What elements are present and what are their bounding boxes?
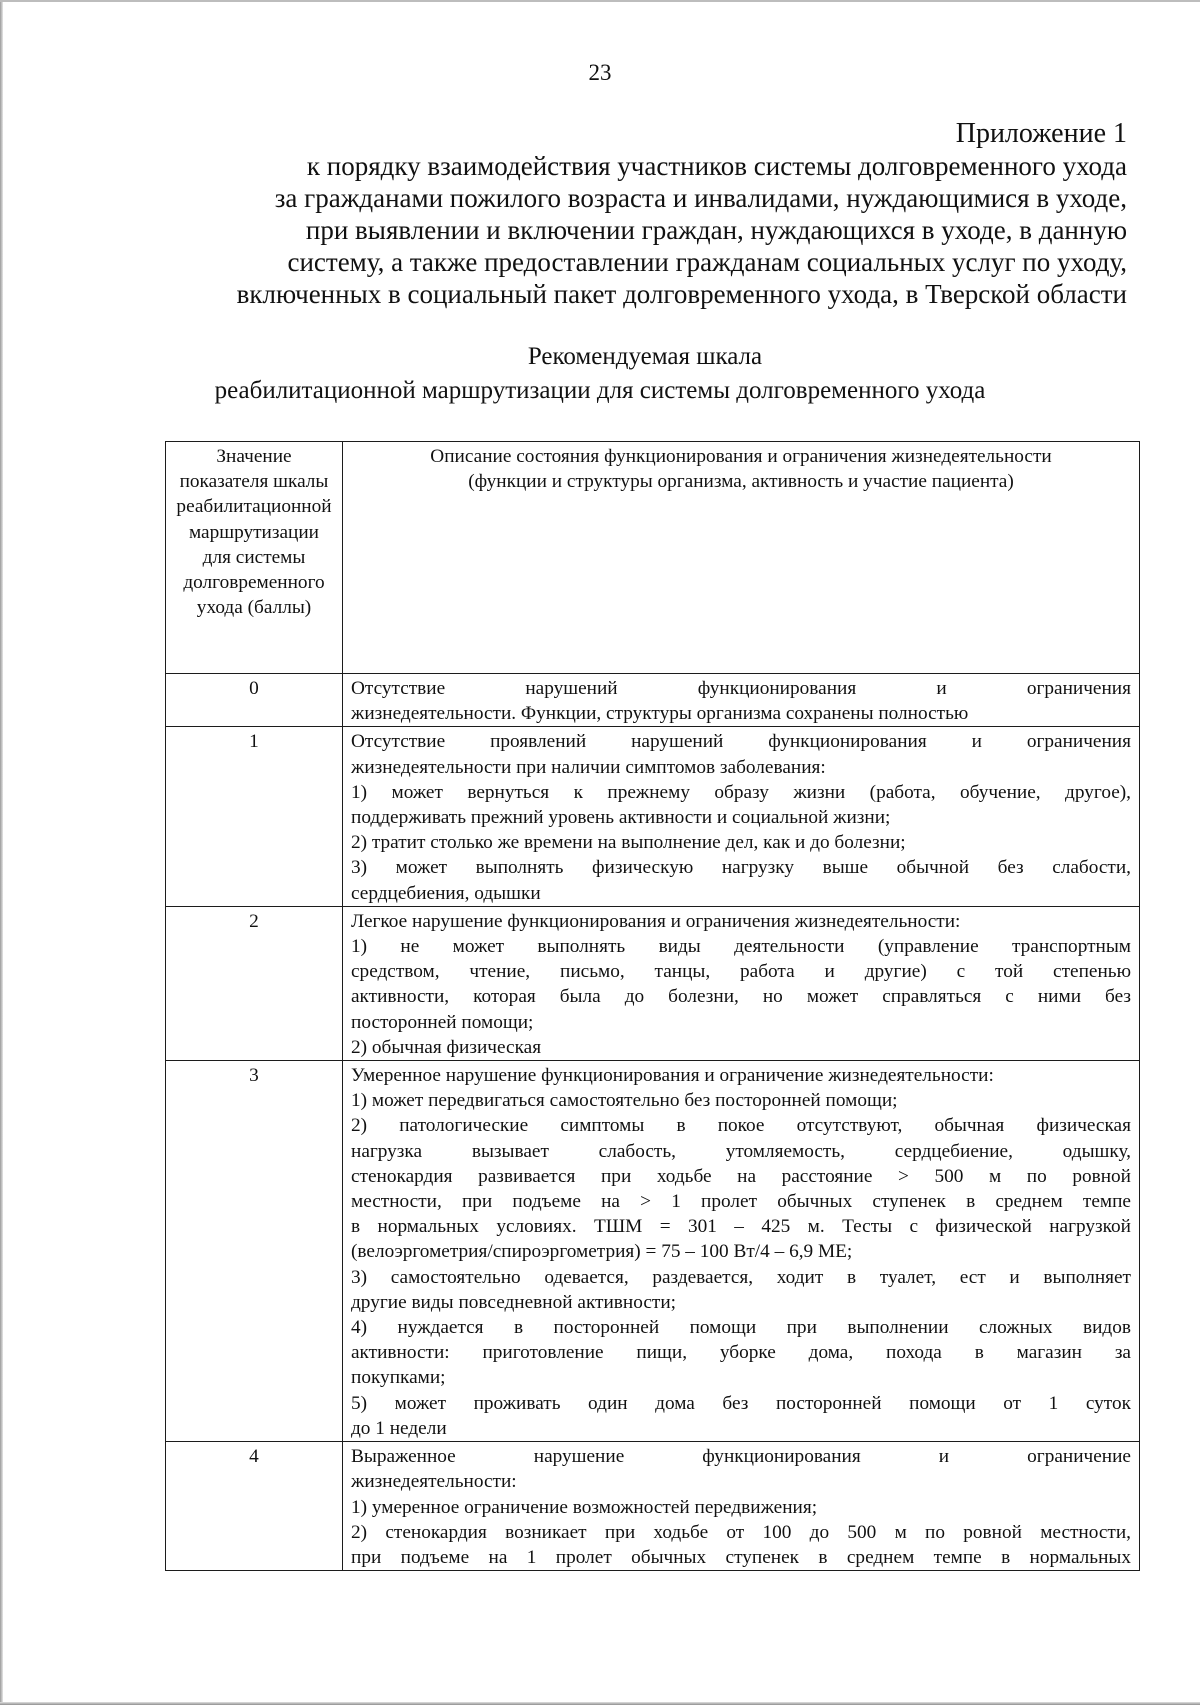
table-row — [166, 727, 1140, 906]
description-line: 3) самостоятельно одевается, раздевается, ходит в туалет, ест и выполняет — [351, 1266, 1131, 1288]
page-number: 23 — [588, 60, 612, 85]
description-cell — [343, 1061, 1140, 1442]
description-line: 1) может передвигаться самостоятельно без посторонней помощи; — [351, 1090, 898, 1112]
scan-edge-top — [0, 0, 1200, 2]
description-line: 2) стенокардия возникает при ходьбе от 100 до 500 м по ровной местности, — [351, 1521, 1131, 1543]
scale-title-line: реабилитационной маршрутизации для системы долговременного ухода — [214, 377, 986, 404]
description-line: активности, которая была до болезни, но может справляться с ними без — [351, 986, 1131, 1008]
description-line: в нормальных условиях. ТШМ = 301 – 425 м. Тесты с физической нагрузкой — [351, 1216, 1131, 1238]
table-row — [166, 906, 1140, 1060]
header-score-line: маршрутизации — [188, 521, 320, 543]
description-line: 2) обычная физическая — [351, 1036, 542, 1058]
scan-edge-left — [0, 0, 3, 1705]
description-line: активности: приготовление пищи, уборке дома, похода в магазин за — [351, 1342, 1131, 1364]
description-line: 2) патологические симптомы в покое отсутствуют, обычная физическая — [351, 1115, 1131, 1137]
table-row — [166, 674, 1140, 727]
table-header-row — [166, 442, 1140, 674]
description-cell — [343, 727, 1140, 906]
description-line: покупками; — [351, 1367, 446, 1389]
description-line: Умеренное нарушение функционирования и ограничение жизнедеятельности: — [351, 1065, 994, 1087]
score-cell: 4 — [166, 1442, 343, 1571]
description-line: жизнедеятельности. Функции, структуры организма сохранены полностью — [351, 703, 969, 725]
header-desc-line: Описание состояния функционирования и ограничения жизнедеятельности — [430, 446, 1052, 467]
description-line: 5) может проживать один дома без посторонней помощи от 1 суток — [351, 1392, 1131, 1414]
scale-title-line: Рекомендуемая шкала — [527, 343, 763, 370]
header-score-line: Значение — [216, 446, 292, 467]
description-line: 1) не может выполнять виды деятельности (управление транспортным — [351, 936, 1131, 958]
description-line: нагрузка вызывает слабость, утомляемость, сердцебиение, одышку, — [351, 1140, 1131, 1162]
scale-title — [0, 340, 1200, 408]
description-line: Выраженное нарушение функционирования и ограничение — [351, 1446, 1131, 1468]
table-row — [166, 1442, 1140, 1571]
description-line: жизнедеятельности при наличии симптомов заболевания: — [351, 756, 826, 778]
appendix-line: систему, а также предоставлении гражданам социальных услуг по уходу, — [287, 247, 1127, 277]
header-score-line: долговременного — [183, 572, 325, 594]
description-line: до 1 недели — [351, 1417, 447, 1439]
description-line: посторонней помощи; — [351, 1011, 534, 1033]
description-line: жизнедеятельности: — [351, 1471, 517, 1493]
description-line: сердцебиения, одышки — [351, 882, 541, 904]
appendix-line: за гражданами пожилого возраста и инвалидами, нуждающимися в уходе, — [274, 183, 1127, 213]
description-cell — [343, 674, 1140, 727]
table-row — [166, 1061, 1140, 1442]
appendix-header — [237, 118, 1127, 310]
header-score-line: показателя шкалы — [179, 471, 329, 493]
score-cell: 3 — [166, 1061, 343, 1442]
description-line: стенокардия развивается при ходьбе на расстояние > 500 м по ровной — [351, 1165, 1131, 1187]
description-line: 4) нуждается в посторонней помощи при выполнении сложных видов — [351, 1317, 1131, 1339]
description-line: Отсутствие проявлений нарушений функционирования и ограничения — [351, 731, 1131, 753]
description-line: другие виды повседневной активности; — [351, 1291, 677, 1313]
description-cell — [343, 1442, 1140, 1571]
description-line: 2) тратит столько же времени на выполнение дел, как и до болезни; — [351, 832, 906, 854]
description-cell — [343, 906, 1140, 1060]
description-line: Легкое нарушение функционирования и ограничения жизнедеятельности: — [351, 910, 961, 932]
rehab-scale-table — [165, 441, 1140, 1571]
header-desc-line: (функции и структуры организма, активность и участие пациента) — [468, 471, 1014, 493]
description-line: местности, при подъеме на > 1 пролет обычных ступенек в среднем темпе — [351, 1191, 1131, 1213]
appendix-line: при выявлении и включении граждан, нуждающихся в уходе, в данную — [305, 215, 1127, 245]
score-cell: 2 — [166, 906, 343, 1060]
appendix-line: включенных в социальный пакет долговременного ухода, в Тверской области — [236, 279, 1127, 309]
header-score-line: реабилитационной — [176, 496, 332, 518]
header-score-cell — [166, 442, 343, 674]
score-cell: 1 — [166, 727, 343, 906]
description-line: (велоэргометрия/спироэргометрия) = 75 – 100 Вт/4 – 6,9 МЕ; — [351, 1241, 853, 1263]
appendix-line: к порядку взаимодействия участников системы долговременного ухода — [306, 151, 1127, 181]
description-line: при подъеме на 1 пролет обычных ступенек в среднем темпе в нормальных — [351, 1546, 1131, 1568]
description-line: 1) умеренное ограничение возможностей передвижения; — [351, 1496, 818, 1518]
header-desc-cell — [343, 442, 1140, 674]
header-score-line: ухода (баллы) — [196, 597, 312, 619]
description-line: 1) может вернуться к прежнему образу жизни (работа, обучение, другое), — [351, 781, 1131, 803]
appendix-title: Приложение 1 — [955, 118, 1127, 149]
description-line: поддерживать прежний уровень активности и социальной жизни; — [351, 807, 891, 829]
description-line: 3) может выполнять физическую нагрузку выше обычной без слабости, — [351, 857, 1131, 879]
description-line: средством, чтение, письмо, танцы, работа и другие) с той степенью — [351, 961, 1131, 983]
header-score-line: для системы — [202, 546, 306, 568]
description-line: Отсутствие нарушений функционирования и ограничения — [351, 678, 1131, 699]
score-cell: 0 — [166, 674, 343, 727]
